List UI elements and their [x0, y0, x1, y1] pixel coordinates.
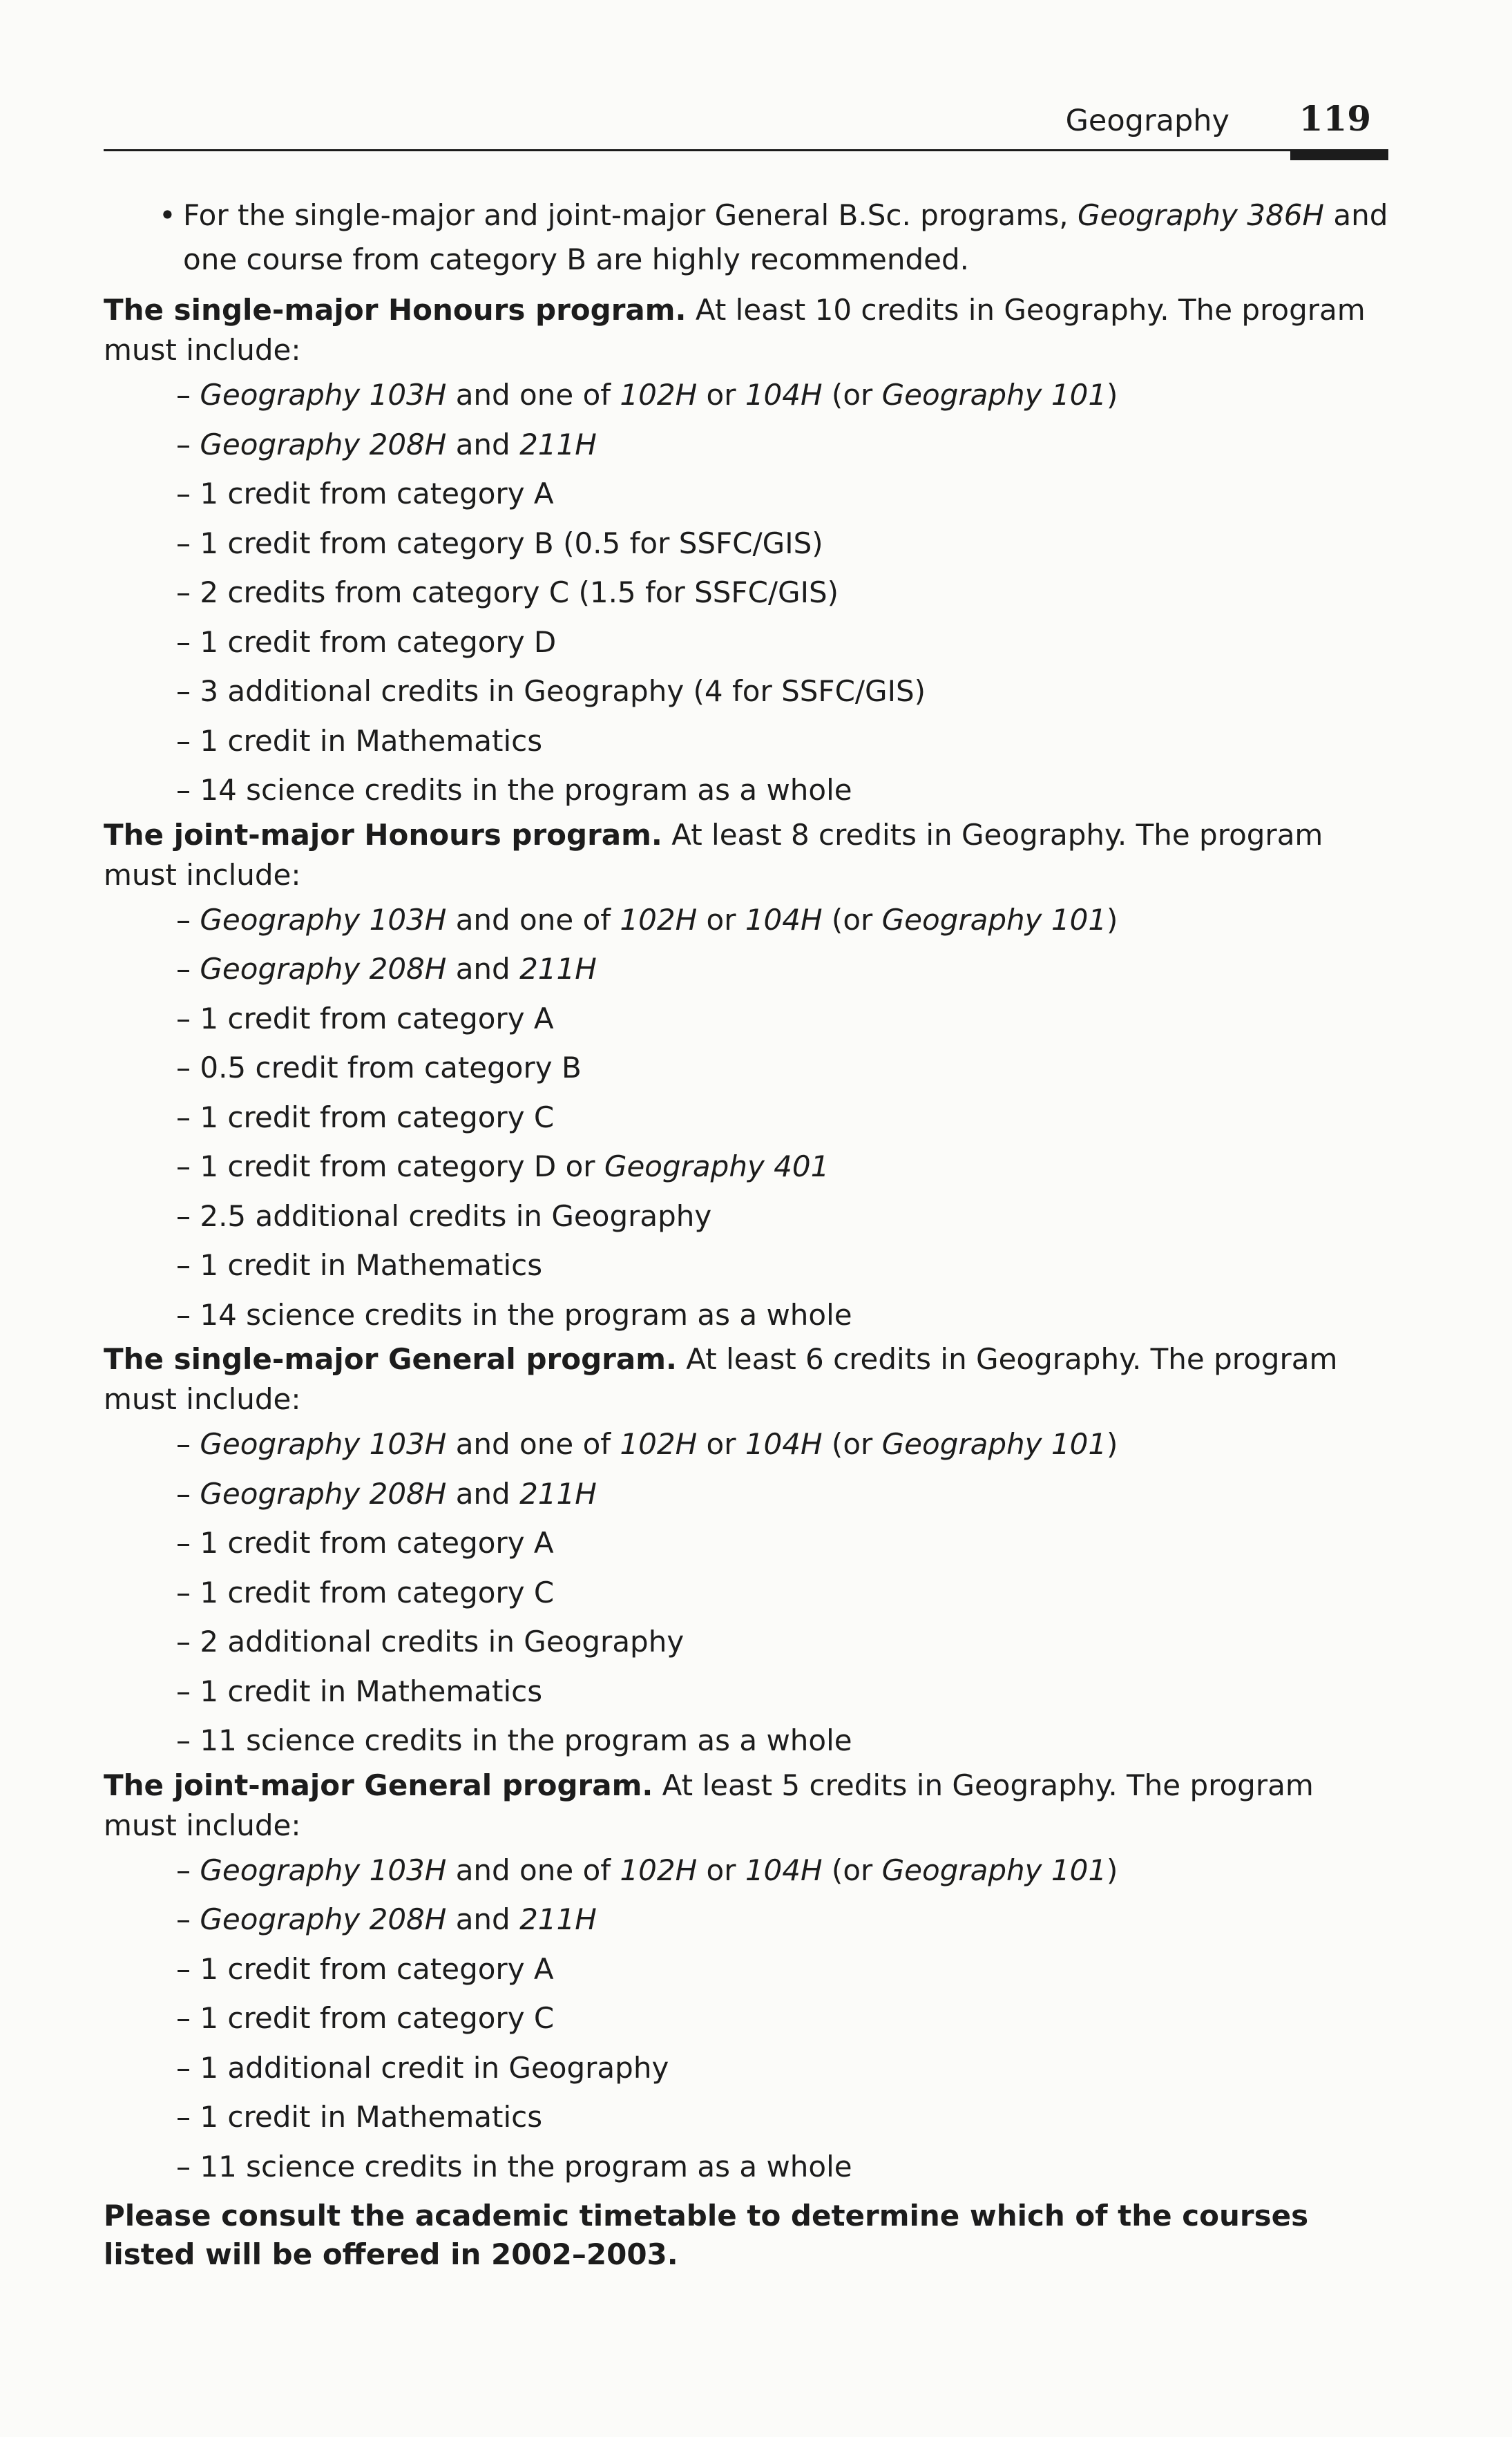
requirement-item: – 11 science credits in the program as a whole — [176, 1723, 852, 1757]
header-rule-tab — [1290, 151, 1388, 160]
requirement-item: – 1 credit in Mathematics — [176, 2100, 543, 2134]
requirement-item: – 11 science credits in the program as a whole — [176, 2149, 852, 2183]
timetable-note: Please consult the academic timetable to determine which of the courses listed will be offered in 2002–2003. — [104, 2199, 1309, 2271]
requirement-item: – 14 science credits in the program as a whole — [176, 773, 852, 807]
bullet-icon: • — [159, 198, 176, 232]
requirement-item: – 1 credit from category C — [176, 2001, 555, 2035]
requirement-item: – 1 credit from category A — [176, 1526, 554, 1560]
requirement-item: – Geography 103H and one of 102H or 104H (or Geography 101) — [176, 902, 1118, 937]
program-single-major-general — [104, 1339, 1388, 1766]
program-heading: The single-major General program. At least 6 credits in Geography. The program must include: — [104, 1342, 1338, 1416]
requirement-item: – Geography 208H and 211H — [176, 427, 597, 461]
program-joint-major-general — [104, 1766, 1388, 2192]
requirement-item: – 1 credit in Mathematics — [176, 1674, 543, 1708]
requirement-item: – 1 credit from category C — [176, 1100, 555, 1134]
requirement-item: – Geography 208H and 211H — [176, 1902, 597, 1936]
program-heading: The joint-major General program. At least 5 credits in Geography. The program must include: — [104, 1768, 1314, 1842]
requirement-item: – 1 credit from category A — [176, 477, 554, 510]
requirement-item: – 2 credits from category C (1.5 for SSFC/GIS) — [176, 575, 839, 609]
requirement-item: – 0.5 credit from category B — [176, 1051, 582, 1084]
recommendation-bullet: • For the single-major and joint-major General B.Sc. programs, Geography 386H and one course from category B are highly recommended. — [104, 193, 1388, 282]
running-header-section: Geography — [1065, 104, 1229, 138]
requirement-item: – Geography 208H and 211H — [176, 952, 597, 986]
program-requirements — [104, 193, 1388, 2274]
program-single-major-honours — [104, 290, 1388, 815]
requirement-item: – Geography 103H and one of 102H or 104H (or Geography 101) — [176, 1853, 1118, 1887]
requirement-item: – Geography 103H and one of 102H or 104H (or Geography 101) — [176, 1427, 1118, 1461]
requirement-item: – 2.5 additional credits in Geography — [176, 1198, 712, 1233]
program-heading: The single-major Honours program. At least 10 credits in Geography. The program must include: — [104, 293, 1366, 367]
requirement-item: – 1 credit from category D — [176, 624, 557, 659]
requirement-item: – 1 additional credit in Geography — [176, 2050, 669, 2085]
requirement-item: – 1 credit from category B (0.5 for SSFC/GIS) — [176, 526, 823, 560]
requirement-item: – 1 credit from category A — [176, 1951, 554, 1986]
requirement-item: – 1 credit in Mathematics — [176, 723, 543, 758]
requirement-item: – 1 credit from category A — [176, 1001, 554, 1035]
requirement-item: – Geography 103H and one of 102H or 104H (or Geography 101) — [176, 378, 1118, 412]
page-header — [104, 97, 1388, 152]
program-heading: The joint-major Honours program. At least 8 credits in Geography. The program must include: — [104, 817, 1323, 892]
requirement-item: – 1 credit from category C — [176, 1575, 555, 1609]
requirement-item: – 3 additional credits in Geography (4 for SSFC/GIS) — [176, 674, 926, 708]
requirement-item: – 1 credit from category D or Geography 401 — [176, 1149, 830, 1183]
program-joint-major-honours — [104, 815, 1388, 1340]
header-rule — [104, 149, 1388, 151]
page-number: 119 — [1299, 98, 1371, 139]
requirement-item: – 1 credit in Mathematics — [176, 1248, 543, 1282]
requirement-item: – 2 additional credits in Geography — [176, 1625, 685, 1659]
requirement-item: – Geography 208H and 211H — [176, 1476, 597, 1511]
requirement-item: – 14 science credits in the program as a whole — [176, 1297, 852, 1332]
